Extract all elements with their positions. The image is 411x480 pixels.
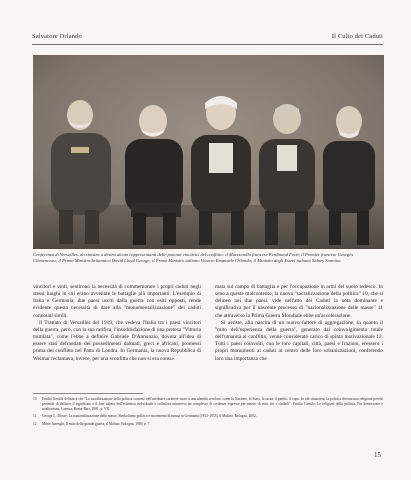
footnote	[33, 397, 383, 412]
body-paragraph: vincitori e vinti, sentirono la necessità di commemorare i propri caduti negli stessi luoghi in cui erano avvenute le battaglie più importanti. L'esempio di Italia e Germania, due paesi usciti dalla guerra con esiti opposti, rende evidente questa necessità di dare alla "monumentalizzazione" dei caduti connotati simili.	[33, 284, 201, 319]
footnote-text: Emilio Gentile definisce che "La sacralizzazione della politica consiste nell'attribuire carattere sacro a una identità secolare, come la Nazione, lo Stato, la razza, il partito, il capo. In tali situazioni, la politica diventa una religione perché pretende di definire il significato e il fine ultimo dell'esistenza individuale e collettiva attraverso un complesso di credenze espresse per mezzo di miti, riti e simboli". Emilio Gentile, Le religioni della politica. Fra democrazie e totalitarismi, Laterza, Roma-Bari, 2001, p. VII.	[42, 397, 383, 412]
running-head	[32, 30, 383, 42]
footnote-number: 12	[33, 421, 37, 426]
body-paragraph: Si assiste, alla nascita di un nuovo fattore di aggregazione, in quanto il "mito dell'esperienza della guerra", generato dal coinvolgimento totale dell'umanità al conflitto, venne considerato carico di spinta motivazionale 12. Tutti i paesi coinvolti, con le loro capitali, città, paesi e frazioni, eressero i propri monumenti ai caduti al centro delle loro urbanizzazioni, conferendo loro una importanza che	[215, 319, 383, 362]
page-number: 15	[374, 451, 381, 459]
footnote	[33, 414, 383, 419]
footnote	[33, 422, 383, 427]
footnotes	[33, 397, 383, 429]
body-paragraph: Il Trattato di Versailles del 1919, che vedeva l'Italia tra i paesi vincitori della guerra, però, con la sua ratifica, l'insoddisfazione di una pretesa "Vittoria mutilata", come l'ebbe a definire Gabriele D'Annunzio, dovuta all'idea di essere stati defraudati dei possedimenti dalmati, greci e africani, promessi prima del conflitto nel Patto di Londra. In Germania, la nuova Repubblica di Weimar reclamava, invece, per una sconfitta che non si era consu-	[33, 319, 201, 362]
footnote-text: George L. Mosse, La nazionalizzazione delle masse. Simbolismo politico e movimenti di massa in Germania (1815-1933), il Mulino, Bologna, 2002.	[42, 414, 257, 419]
footnote-number: 10	[33, 397, 37, 401]
footnote-text: Mario Isnenghi, Il mito della grande guerra, il Mulino, Bologna, 1989, p. 7.	[42, 421, 151, 426]
body-column-right	[215, 284, 383, 384]
footnote-rule	[33, 393, 143, 394]
header-section: Il Culto dei Caduti	[331, 32, 383, 40]
header-rule	[32, 44, 383, 45]
photo-caption: Conferenza di Versailles, da sinistra a destra alcuni rappresentanti delle potenze vincitrici del conflitto: il Maresciallo francese Ferdinand Foch; il Premier francese Georges Clemenceau; il Primo Ministro britannico David Lloyd George; il Primo Ministro italiano Vittorio Emanuele Orlando; il Ministro degli Esteri italiano Sidney Sonnino.	[33, 252, 354, 264]
header-author: Salvatore Orlando	[32, 32, 82, 40]
historical-photograph	[33, 55, 384, 249]
body-text	[33, 284, 383, 384]
footnote-number: 11	[33, 414, 37, 419]
body-column-left	[33, 284, 201, 384]
body-paragraph: mata sul campo di battaglia e per l'occupazione in armi del suolo tedesco. In seno a queste malcontento, la nuova "sacralizzazione della politica" 10, che si delineò nei due paesi, vide nell'atto dei Caduti la nota dominante e significativa per il nascente processo di "nazionalizzazione delle masse" 11 che attraverso la Prima Guerra Mondiale ebbe un'accelerazione.	[215, 284, 383, 319]
